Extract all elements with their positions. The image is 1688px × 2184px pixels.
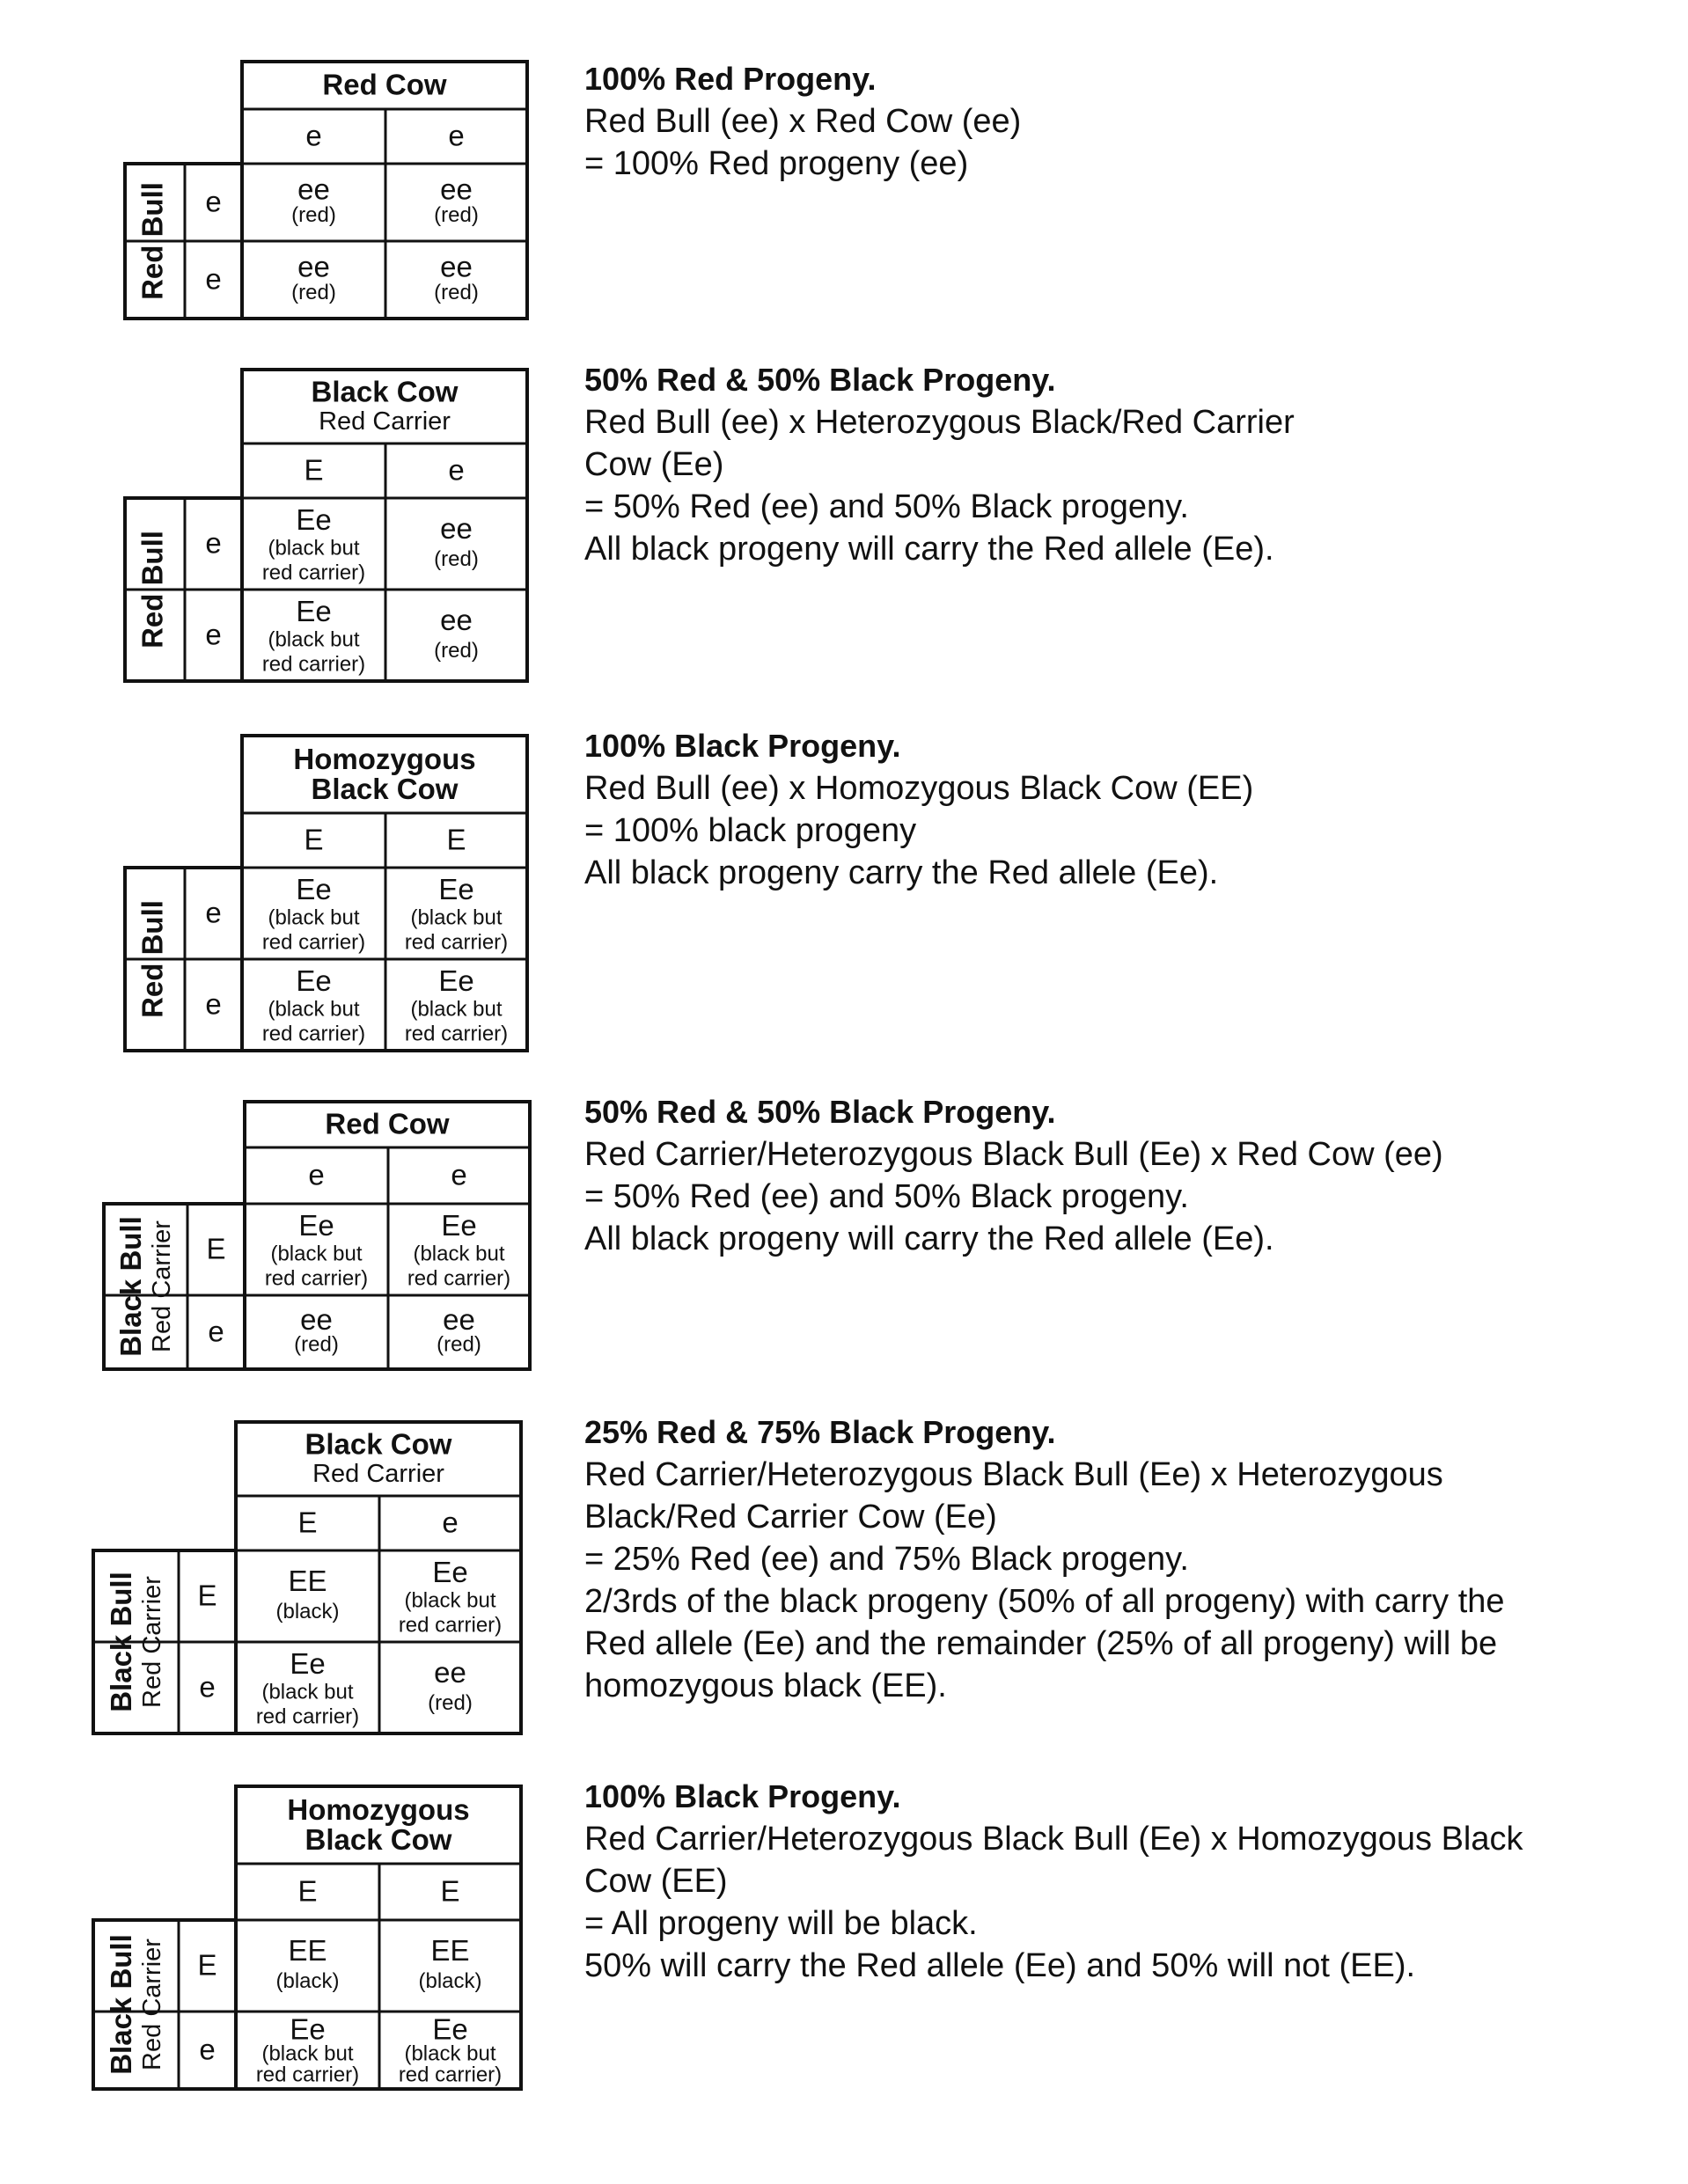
cross-description-line: homozygous black (EE). bbox=[584, 1667, 947, 1704]
cross-description-line: All black progeny will carry the Red allele (Ee). bbox=[584, 531, 1274, 568]
genotype: ee bbox=[434, 1656, 466, 1689]
punnett-cell bbox=[262, 964, 365, 1046]
bull-allele: E bbox=[197, 1579, 217, 1612]
bull-allele: e bbox=[208, 1315, 224, 1348]
phenotype-line: (black but bbox=[268, 905, 360, 930]
phenotype-line: (black but bbox=[410, 905, 503, 930]
genotype: ee bbox=[443, 1302, 475, 1336]
genotype: Ee bbox=[438, 964, 474, 997]
bull-allele: e bbox=[205, 896, 222, 929]
bull-allele: e bbox=[205, 618, 222, 651]
phenotype-line: red carrier) bbox=[398, 1613, 503, 1638]
genotype: ee bbox=[300, 1302, 333, 1336]
phenotype-line: (black but bbox=[413, 1242, 505, 1266]
cow-subtitle: Red Carrier bbox=[319, 407, 451, 436]
punnett-cell bbox=[434, 250, 479, 304]
punnett-cell bbox=[265, 1209, 368, 1291]
cow-title: Homozygous bbox=[287, 1792, 470, 1826]
genotype: ee bbox=[297, 172, 330, 206]
phenotype-line: red carrier) bbox=[261, 930, 366, 955]
bull-title: Black Bull bbox=[105, 1934, 138, 2075]
cross-description-line: Red Carrier/Heterozygous Black Bull (Ee) x Homozygous Black bbox=[584, 1821, 1523, 1858]
cow-allele: E bbox=[440, 1874, 460, 1908]
genotype: EE bbox=[288, 1565, 327, 1598]
bull-title: Black Bull bbox=[114, 1216, 148, 1357]
bull-allele: e bbox=[205, 262, 222, 296]
phenotype-line: red carrier) bbox=[261, 1022, 366, 1046]
punnett-square-4 bbox=[104, 1102, 530, 1369]
cross-description-line: = All progeny will be black. bbox=[584, 1905, 978, 1942]
cross-description-5 bbox=[584, 1411, 1640, 1707]
punnett-square-5 bbox=[93, 1422, 521, 1733]
genotype: EE bbox=[288, 1934, 327, 1968]
phenotype: (red) bbox=[428, 1691, 473, 1716]
cow-allele: E bbox=[304, 453, 324, 487]
cross-description-line: = 50% Red (ee) and 50% Black progeny. bbox=[584, 1178, 1189, 1215]
genotype: Ee bbox=[438, 872, 474, 905]
phenotype-line: (black but bbox=[410, 997, 503, 1022]
punnett-cell bbox=[405, 964, 508, 1046]
cross-heading: 50% Red & 50% Black Progeny. bbox=[584, 362, 1056, 398]
genotype: ee bbox=[440, 512, 473, 546]
cross-description-2 bbox=[584, 359, 1640, 570]
bull-allele: e bbox=[199, 1670, 216, 1704]
punnett-square-3 bbox=[125, 736, 527, 1051]
cross-heading: 100% Black Progeny. bbox=[584, 1778, 901, 1814]
phenotype-line: red carrier) bbox=[255, 2063, 360, 2087]
punnett-cell bbox=[434, 172, 479, 227]
cow-title: Black Cow bbox=[305, 1427, 452, 1461]
bull-allele: E bbox=[206, 1232, 226, 1265]
punnett-cell bbox=[407, 1209, 510, 1291]
punnett-cell bbox=[275, 1934, 339, 1993]
cow-allele: E bbox=[297, 1506, 318, 1539]
cross-heading: 50% Red & 50% Black Progeny. bbox=[584, 1094, 1056, 1130]
punnett-cell bbox=[262, 595, 365, 677]
phenotype-line: (black but bbox=[261, 1680, 354, 1704]
bull-subtitle: Red Carrier bbox=[148, 1220, 177, 1352]
cross-description-line: 2/3rds of the black progeny (50% of all progeny) with carry the bbox=[584, 1583, 1505, 1620]
bull-allele: e bbox=[205, 526, 222, 560]
cow-subtitle: Black Cow bbox=[311, 773, 459, 806]
cow-allele: e bbox=[442, 1506, 459, 1539]
phenotype: (red) bbox=[434, 281, 479, 305]
cow-subtitle: Red Carrier bbox=[312, 1460, 444, 1489]
cross-description-3 bbox=[584, 725, 1640, 894]
cow-allele: e bbox=[448, 119, 465, 152]
phenotype-line: (black but bbox=[268, 627, 360, 652]
cross-description-line: Red Bull (ee) x Homozygous Black Cow (EE) bbox=[584, 770, 1254, 807]
phenotype-line: (black but bbox=[404, 1588, 496, 1613]
punnett-cell bbox=[262, 503, 365, 585]
genotype: Ee bbox=[296, 594, 332, 627]
cow-title: Black Cow bbox=[311, 375, 459, 408]
cross-description-line: All black progeny will carry the Red allele (Ee). bbox=[584, 1220, 1274, 1257]
cross-description-line: Cow (Ee) bbox=[584, 446, 724, 483]
cross-heading: 25% Red & 75% Black Progeny. bbox=[584, 1414, 1056, 1450]
punnett-cell bbox=[434, 604, 479, 663]
genotype: Ee bbox=[296, 872, 332, 905]
cow-title: Red Cow bbox=[322, 68, 447, 101]
punnett-square-2 bbox=[125, 370, 527, 681]
cross-description-line: Red Bull (ee) x Heterozygous Black/Red Carrier bbox=[584, 404, 1295, 441]
phenotype-line: red carrier) bbox=[398, 2063, 503, 2087]
cross-description-line: Red Bull (ee) x Red Cow (ee) bbox=[584, 103, 1022, 140]
phenotype-line: (black but bbox=[404, 2041, 496, 2066]
cow-title: Homozygous bbox=[293, 742, 476, 775]
bull-title: Red Bull bbox=[136, 900, 169, 1018]
cow-allele: E bbox=[446, 823, 466, 856]
punnett-cell bbox=[275, 1565, 339, 1623]
cross-description-line: Black/Red Carrier Cow (Ee) bbox=[584, 1499, 997, 1535]
bull-title: Red Bull bbox=[136, 182, 169, 300]
phenotype-line: (black but bbox=[261, 2041, 354, 2066]
phenotype: (black) bbox=[275, 1600, 340, 1624]
phenotype-line: red carrier) bbox=[261, 561, 366, 585]
cow-allele: e bbox=[451, 1158, 467, 1191]
cow-allele: e bbox=[305, 119, 322, 152]
phenotype-line: red carrier) bbox=[261, 652, 366, 677]
cross-description-line: Cow (EE) bbox=[584, 1863, 728, 1900]
cow-title: Red Cow bbox=[325, 1107, 450, 1140]
cross-description-line: All black progeny carry the Red allele (Ee). bbox=[584, 854, 1219, 891]
genotype: ee bbox=[440, 250, 473, 283]
phenotype-line: red carrier) bbox=[255, 1704, 360, 1729]
bull-allele: e bbox=[199, 2033, 216, 2066]
phenotype-line: red carrier) bbox=[264, 1266, 369, 1291]
cross-description-line: = 25% Red (ee) and 75% Black progeny. bbox=[584, 1541, 1189, 1578]
cross-description-line: Red Carrier/Heterozygous Black Bull (Ee) x Red Cow (ee) bbox=[584, 1136, 1443, 1173]
genotype: Ee bbox=[296, 964, 332, 997]
phenotype: (red) bbox=[434, 547, 479, 572]
punnett-cell bbox=[291, 250, 336, 304]
bull-allele: e bbox=[205, 185, 222, 218]
cross-description-line: 50% will carry the Red allele (Ee) and 50% will not (EE). bbox=[584, 1947, 1416, 1984]
phenotype: (red) bbox=[434, 203, 479, 228]
punnett-cell bbox=[428, 1656, 473, 1715]
punnett-square-6 bbox=[93, 1786, 521, 2089]
cow-subtitle: Black Cow bbox=[305, 1823, 452, 1857]
genotype: Ee bbox=[298, 1208, 334, 1242]
cross-description-line: Red allele (Ee) and the remainder (25% of all progeny) will be bbox=[584, 1625, 1498, 1662]
phenotype: (black) bbox=[418, 1969, 482, 1994]
punnett-cell bbox=[399, 2013, 502, 2087]
cow-allele: e bbox=[308, 1158, 325, 1191]
genotype: Ee bbox=[432, 2012, 468, 2046]
phenotype-line: red carrier) bbox=[404, 930, 509, 955]
genotype: Ee bbox=[290, 1646, 326, 1680]
punnett-cell bbox=[399, 1556, 502, 1638]
phenotype-line: (black but bbox=[268, 536, 360, 561]
bull-title: Red Bull bbox=[136, 531, 169, 649]
cross-description-line: = 50% Red (ee) and 50% Black progeny. bbox=[584, 488, 1189, 525]
cross-description-6 bbox=[584, 1776, 1640, 1987]
genotype: EE bbox=[430, 1934, 470, 1968]
genotype: ee bbox=[440, 604, 473, 637]
punnett-cell bbox=[256, 2013, 359, 2087]
cross-description-line: = 100% black progeny bbox=[584, 812, 917, 849]
phenotype: (red) bbox=[437, 1332, 481, 1357]
bull-allele: e bbox=[205, 987, 222, 1021]
punnett-cell bbox=[418, 1934, 481, 1993]
cross-description-1 bbox=[584, 58, 1640, 185]
cow-allele: E bbox=[304, 823, 324, 856]
genotype: Ee bbox=[432, 1555, 468, 1588]
cow-allele: E bbox=[297, 1874, 318, 1908]
genotype: ee bbox=[440, 172, 473, 206]
punnett-square-1 bbox=[125, 62, 527, 319]
punnett-cell bbox=[291, 172, 336, 227]
phenotype: (red) bbox=[294, 1332, 339, 1357]
cow-allele: e bbox=[448, 453, 465, 487]
phenotype-line: (black but bbox=[270, 1242, 363, 1266]
genotype: Ee bbox=[441, 1208, 477, 1242]
bull-subtitle: Red Carrier bbox=[138, 1576, 167, 1708]
cross-heading: 100% Red Progeny. bbox=[584, 61, 877, 97]
phenotype: (black) bbox=[275, 1969, 340, 1994]
cross-description-line: = 100% Red progeny (ee) bbox=[584, 145, 969, 182]
punnett-cell bbox=[256, 1647, 359, 1729]
punnett-cell bbox=[294, 1303, 339, 1357]
phenotype-line: (black but bbox=[268, 997, 360, 1022]
phenotype-line: red carrier) bbox=[404, 1022, 509, 1046]
cross-description-4 bbox=[584, 1091, 1640, 1260]
punnett-cell bbox=[405, 873, 508, 955]
phenotype: (red) bbox=[291, 281, 336, 305]
bull-subtitle: Red Carrier bbox=[138, 1938, 167, 2070]
phenotype: (red) bbox=[291, 203, 336, 228]
punnett-cell bbox=[434, 512, 479, 571]
phenotype: (red) bbox=[434, 639, 479, 663]
genotype: ee bbox=[297, 250, 330, 283]
cross-description-line: Red Carrier/Heterozygous Black Bull (Ee) x Heterozygous bbox=[584, 1456, 1443, 1493]
punnett-cell bbox=[437, 1303, 481, 1357]
punnett-cell bbox=[262, 873, 365, 955]
bull-title: Black Bull bbox=[105, 1572, 138, 1712]
cross-heading: 100% Black Progeny. bbox=[584, 728, 901, 764]
genotype: Ee bbox=[290, 2012, 326, 2046]
phenotype-line: red carrier) bbox=[407, 1266, 511, 1291]
bull-allele: E bbox=[197, 1948, 217, 1982]
genotype: Ee bbox=[296, 502, 332, 536]
